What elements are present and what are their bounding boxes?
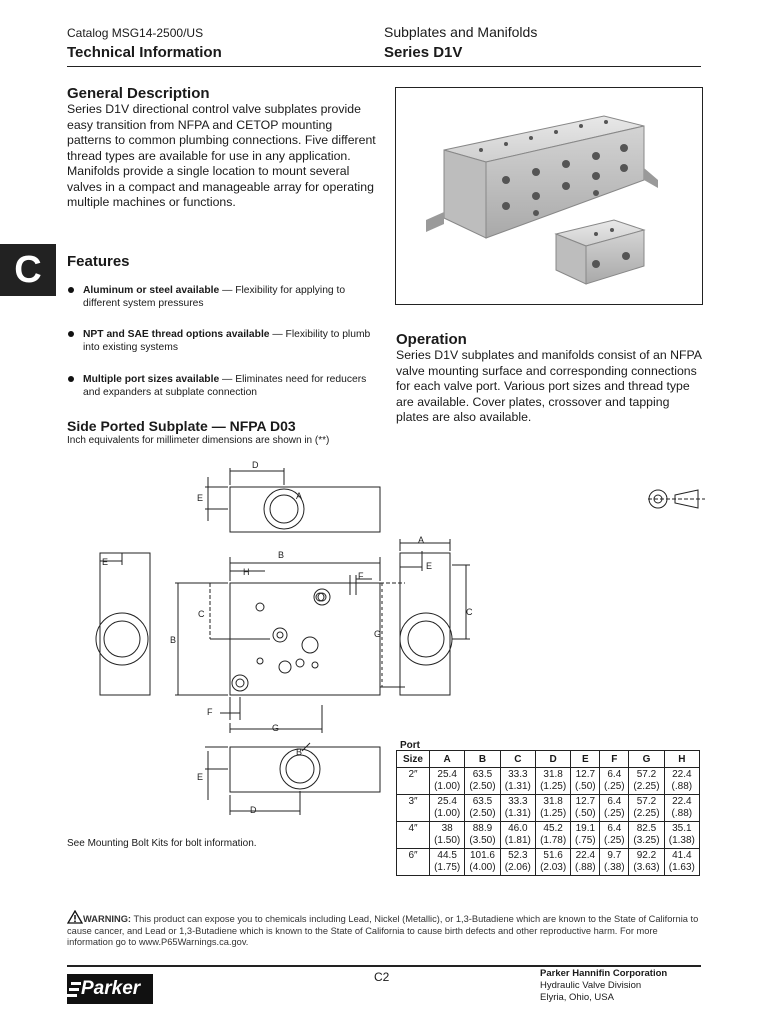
parker-logo: [67, 974, 153, 1004]
dim-label-g-bottom: G: [272, 723, 280, 733]
table-cell: [465, 822, 500, 849]
table-cell: [535, 795, 570, 822]
dimension-table: [396, 750, 700, 876]
port-size-cell: 3″: [397, 795, 430, 822]
cell-inch-value: (1.38): [668, 835, 695, 846]
dim-label-e-bottom: E: [197, 772, 204, 782]
cell-inch-value: (1.81): [504, 835, 531, 846]
cell-inch-value: (1.25): [540, 808, 567, 819]
table-cell: [535, 822, 570, 849]
cell-mm-value: 6.4: [607, 796, 622, 807]
page-number: C2: [374, 970, 390, 984]
cell-mm-value: 33.3: [508, 769, 528, 780]
table-row: [397, 822, 700, 849]
cell-inch-value: (2.25): [633, 781, 660, 792]
bullet-icon: [68, 331, 74, 337]
general-description-heading: General Description: [67, 85, 210, 102]
table-row: [397, 768, 700, 795]
cell-inch-value: (1.31): [504, 781, 531, 792]
warning-label: WARNING:: [83, 914, 132, 924]
cell-mm-value: 19.1: [575, 823, 596, 834]
table-cell: [430, 849, 465, 876]
table-header-row: Size A B C D E F G H: [397, 751, 700, 768]
cell-mm-value: 101.6: [469, 850, 495, 861]
cell-inch-value: (.50): [575, 781, 596, 792]
cell-inch-value: (2.06): [504, 862, 531, 873]
cell-inch-value: (3.25): [633, 835, 660, 846]
cell-inch-value: (2.50): [469, 781, 496, 792]
prop65-warning: [67, 910, 701, 949]
header-rule: [67, 66, 701, 67]
cell-mm-value: 82.5: [636, 823, 657, 834]
cell-mm-value: 92.2: [636, 850, 657, 861]
cell-mm-value: 46.0: [508, 823, 528, 834]
feature-item-1: Aluminum or steel available — Flexibility for applying to different system pressures: [83, 284, 378, 310]
warning-text: This product can expose you to chemicals including Lead, Nickel (Metallic), or 1,3-Butadiene which are known to the State of California to cause cancer, and Lead or 1,3-Butadiene which is known to the State of California to cause birth defects and other reproductive harm. For more information go to www.P65Warnings.ca.gov.: [67, 914, 699, 947]
cell-inch-value: (4.00): [469, 862, 496, 873]
company-location: Elyria, Ohio, USA: [540, 992, 614, 1003]
dim-label-a-right: A: [418, 535, 425, 545]
logo-wordmark: Parker: [81, 978, 141, 999]
table-cell: [500, 795, 535, 822]
table-cell: [600, 822, 629, 849]
cell-mm-value: 9.7: [607, 850, 622, 861]
manifold-image: [396, 88, 702, 304]
company-info: [540, 968, 667, 1004]
table-cell: [430, 822, 465, 849]
dim-label-b-side: B: [170, 635, 177, 645]
table-cell: [664, 795, 699, 822]
subplate-heading: Side Ported Subplate — NFPA D03: [67, 418, 296, 434]
general-para-2: Manifolds provide a single location to mount several valves in a compact and manageable array for operating multiple machines or functions.: [67, 164, 374, 209]
table-cell: [629, 822, 664, 849]
cell-mm-value: 22.4: [672, 769, 692, 780]
company-name: Parker Hannifin Corporation: [540, 968, 668, 979]
bullet-icon: [68, 376, 74, 382]
table-cell: [500, 768, 535, 795]
mounting-note: See Mounting Bolt Kits for bolt information.: [67, 838, 257, 849]
cell-mm-value: 25.4: [437, 796, 457, 807]
cell-inch-value: (.25): [604, 835, 625, 846]
features-heading: Features: [67, 253, 130, 270]
table-row: [397, 795, 700, 822]
cell-mm-value: 45.2: [543, 823, 563, 834]
cell-inch-value: (.38): [604, 862, 625, 873]
table-cell: [664, 849, 699, 876]
dim-label-h-main: H: [243, 567, 250, 577]
table-cell: [629, 795, 664, 822]
cell-mm-value: 6.4: [607, 823, 622, 834]
cell-inch-value: (.25): [604, 808, 625, 819]
bullet-icon: [68, 287, 74, 293]
feature-item-3: Multiple port sizes available — Eliminates need for reducers and expanders at subplate connection: [83, 373, 378, 399]
table-cell: [600, 849, 629, 876]
cell-inch-value: (1.63): [668, 862, 695, 873]
cell-mm-value: 57.2: [636, 769, 657, 780]
series-title: Series D1V: [384, 44, 463, 61]
dim-label-c-right: C: [466, 607, 473, 617]
port-size-cell: 2″: [397, 768, 430, 795]
table-cell: [664, 822, 699, 849]
feature-item-2: NPT and SAE thread options available — Flexibility to plumb into existing systems: [83, 328, 378, 354]
operation-heading: Operation: [396, 331, 467, 348]
dim-label-d-bottom: D: [250, 805, 257, 815]
table-cell: [500, 822, 535, 849]
cell-mm-value: 6.4: [607, 769, 622, 780]
table-cell: [430, 795, 465, 822]
cell-inch-value: (.88): [575, 862, 596, 873]
port-size-cell: 6″: [397, 849, 430, 876]
dim-label-e-top: E: [197, 493, 204, 503]
table-cell: [571, 795, 600, 822]
cell-inch-value: (2.03): [540, 862, 567, 873]
table-cell: [571, 849, 600, 876]
cell-inch-value: (.25): [604, 781, 625, 792]
table-caption: Port: [400, 740, 420, 751]
table-cell: [629, 768, 664, 795]
category-title: Subplates and Manifolds: [384, 24, 538, 40]
dim-label-f-bottom: F: [207, 707, 213, 717]
table-cell: [465, 795, 500, 822]
cell-inch-value: (1.78): [540, 835, 567, 846]
cell-inch-value: (2.50): [469, 808, 496, 819]
cell-inch-value: (1.00): [434, 781, 461, 792]
cell-mm-value: 41.4: [672, 850, 692, 861]
table-cell: [465, 768, 500, 795]
division-name: Hydraulic Valve Division: [540, 980, 642, 991]
cell-inch-value: (3.50): [469, 835, 496, 846]
dim-label-g-side: G: [374, 629, 382, 639]
cell-mm-value: 44.5: [437, 850, 457, 861]
cell-inch-value: (3.63): [633, 862, 660, 873]
table-cell: [430, 768, 465, 795]
cell-inch-value: (2.25): [633, 808, 660, 819]
cell-mm-value: 12.7: [575, 769, 596, 780]
table-cell: [664, 768, 699, 795]
cell-mm-value: 51.6: [543, 850, 563, 861]
cell-mm-value: 33.3: [508, 796, 528, 807]
operation-text: Series D1V subplates and manifolds consist of an NFPA valve mounting surface and corresponding connections for each valve port. Various port sizes and thread type are available. Cover plates, crossover and tapping plates are also available.: [396, 348, 702, 424]
port-size-cell: 4″: [397, 822, 430, 849]
table-cell: [629, 849, 664, 876]
cell-mm-value: 63.5: [472, 796, 493, 807]
warning-icon: [67, 910, 83, 924]
cell-inch-value: (1.25): [540, 781, 567, 792]
table-cell: [600, 795, 629, 822]
dim-label-e-left: E: [102, 557, 109, 567]
cell-inch-value: (1.31): [504, 808, 531, 819]
dim-label-e-right: E: [426, 561, 433, 571]
cell-mm-value: 31.8: [543, 796, 563, 807]
cell-mm-value: 63.5: [472, 769, 493, 780]
catalog-number: Catalog MSG14-2500/US: [67, 26, 204, 40]
cell-mm-value: 12.7: [575, 796, 596, 807]
section-title: Technical Information: [67, 44, 222, 61]
cell-mm-value: 88.9: [472, 823, 493, 834]
dim-label-d-top: D: [252, 460, 259, 470]
cell-mm-value: 31.8: [543, 769, 563, 780]
table-cell: [535, 768, 570, 795]
cell-mm-value: 52.3: [508, 850, 528, 861]
product-photo: [395, 87, 703, 305]
cell-inch-value: (.75): [575, 835, 596, 846]
cell-inch-value: (1.50): [434, 835, 461, 846]
table-cell: [465, 849, 500, 876]
cell-mm-value: 35.1: [672, 823, 692, 834]
cell-inch-value: (1.00): [434, 808, 461, 819]
cell-mm-value: 25.4: [437, 769, 457, 780]
cell-inch-value: (1.75): [434, 862, 461, 873]
dim-label-f-top: F: [358, 571, 364, 581]
general-description-text: [67, 102, 377, 211]
cell-mm-value: 22.4: [672, 796, 692, 807]
dim-label-b-bottom: B: [296, 747, 303, 757]
footer-rule: [67, 965, 701, 967]
subplate-subtitle: Inch equivalents for millimeter dimensions are shown in (**): [67, 435, 330, 446]
cell-mm-value: 57.2: [636, 796, 657, 807]
table-cell: [535, 849, 570, 876]
section-tab: C: [0, 244, 56, 296]
table-cell: [600, 768, 629, 795]
dim-label-b-main: B: [278, 550, 285, 560]
general-para-1: Series D1V directional control valve subplates provide easy transition from NFPA and CETOP mounting patterns to common plumbing connections. Five different thread types are available for use in any application.: [67, 102, 376, 163]
table-cell: [571, 768, 600, 795]
cell-inch-value: (.88): [671, 781, 693, 792]
cell-inch-value: (.50): [575, 808, 596, 819]
cell-mm-value: 38: [441, 823, 453, 834]
dim-label-a-top: A: [296, 491, 303, 501]
table-cell: [571, 822, 600, 849]
table-cell: [500, 849, 535, 876]
cell-inch-value: (.88): [671, 808, 693, 819]
table-row: [397, 849, 700, 876]
cell-mm-value: 22.4: [575, 850, 596, 861]
dim-label-c-main: C: [198, 609, 205, 619]
